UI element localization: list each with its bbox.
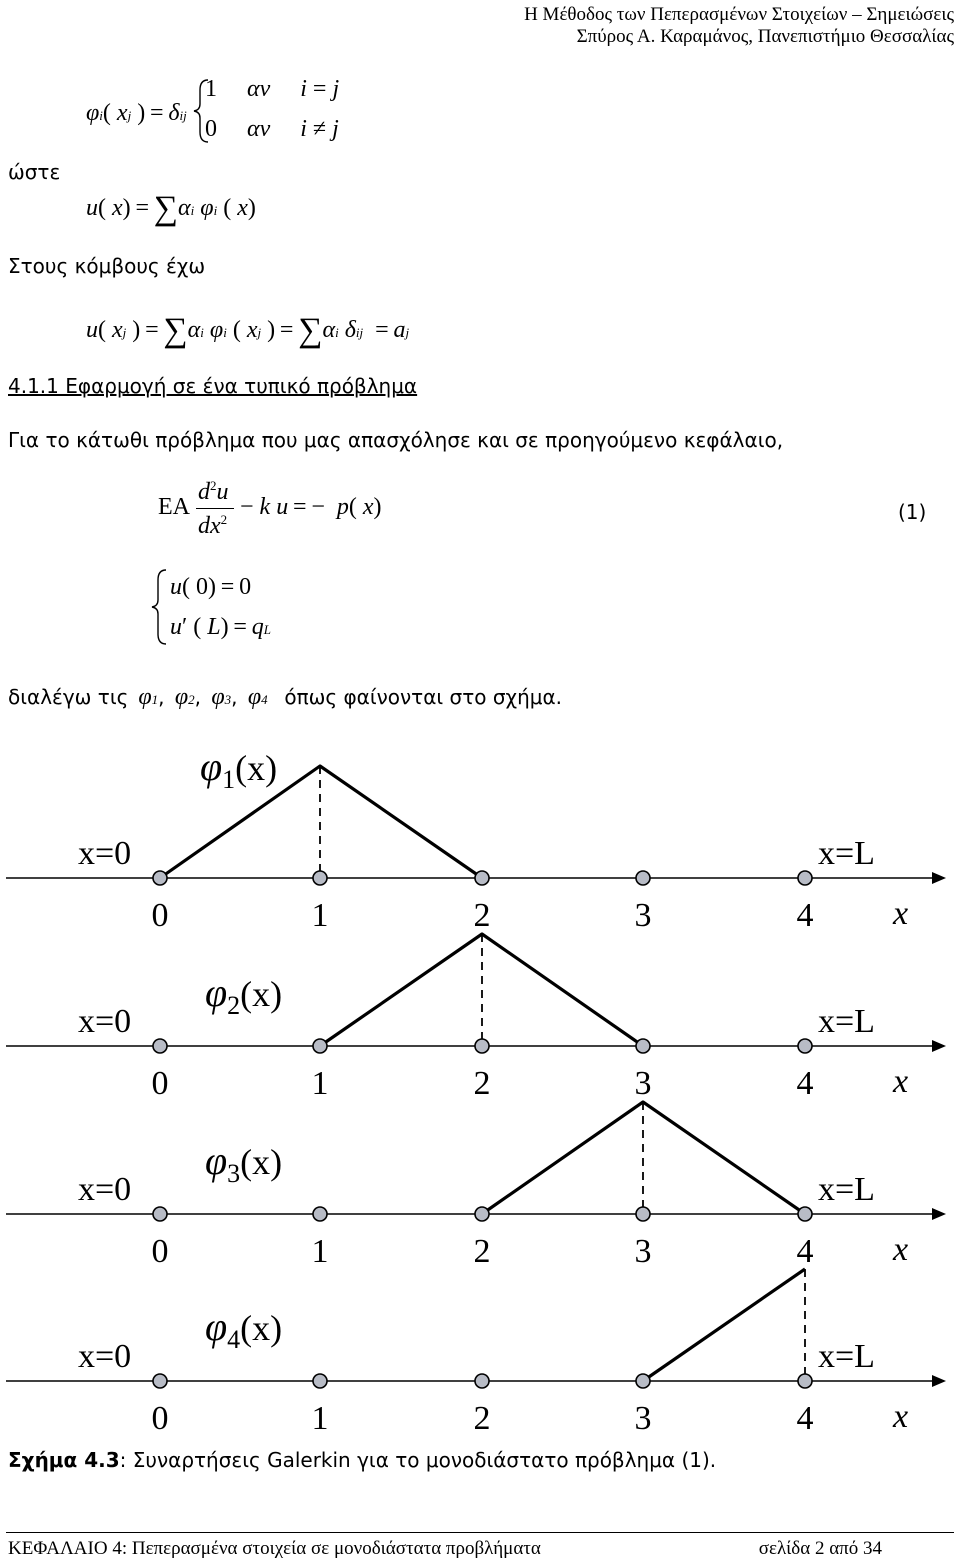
right-boundary-label: x=L [818, 1171, 875, 1208]
node-marker [798, 1207, 812, 1221]
node-marker [313, 1207, 327, 1221]
node-marker [153, 871, 167, 885]
right-boundary-label: x=L [818, 1338, 875, 1375]
figure-caption [8, 1448, 716, 1472]
header-author: Σπύρος Α. Καραμάνος, Πανεπιστήμιο Θεσσαλίας [576, 26, 954, 47]
axis-arrow-icon [932, 1208, 946, 1220]
caption-text: : Συναρτήσεις Galerkin για το μονοδιάστατο πρόβλημα (1). [119, 1448, 717, 1472]
node-label: 0 [151, 897, 169, 934]
node-marker [153, 1374, 167, 1388]
footer-chapter: ΚΕΦΑΛΑΙΟ 4: Πεπερασμένα στοιχεία σε μονοδιάστατα προβλήματα [8, 1538, 541, 1559]
footer-page: σελίδα 2 από 34 [758, 1538, 882, 1559]
node-marker [153, 1039, 167, 1053]
node-label: 2 [473, 1065, 491, 1102]
node-label: 0 [151, 1233, 169, 1270]
node-label: 4 [796, 1065, 814, 1102]
left-brace-icon [150, 568, 170, 646]
choice-sentence: διαλέγω τις φ1, φ2, φ3, φ4 όπως φαίνονται στο σχήμα. [8, 684, 563, 710]
node-label: 2 [473, 897, 491, 934]
node-marker [798, 1039, 812, 1053]
node-label: 4 [796, 1400, 814, 1437]
right-boundary-label: x=L [818, 1003, 875, 1040]
function-label: $\varphi_3(x)$ [205, 1138, 283, 1188]
text-stous-kombous: Στους κόμβους έχω [8, 254, 206, 278]
footer-rule [6, 1532, 954, 1533]
node-label: 4 [796, 1233, 814, 1270]
node-label: 1 [311, 1065, 329, 1102]
axis-variable-label: x [893, 1063, 909, 1100]
node-label: 1 [311, 1233, 329, 1270]
text-oste: ώστε [8, 160, 61, 184]
node-marker [313, 1374, 327, 1388]
node-label: 3 [634, 1400, 652, 1437]
node-label: 0 [151, 1065, 169, 1102]
node-label: 4 [796, 897, 814, 934]
node-label: 3 [634, 1065, 652, 1102]
section-heading: 4.1.1 Εφαρμογή σε ένα τυπικό πρόβλημα [8, 374, 418, 398]
node-marker [636, 1207, 650, 1221]
node-label: 3 [634, 1233, 652, 1270]
left-boundary-label: x=0 [78, 1003, 132, 1040]
hat-function-line [643, 1269, 805, 1381]
node-marker [475, 871, 489, 885]
right-boundary-label: x=L [818, 835, 875, 872]
node-marker [313, 871, 327, 885]
axis-arrow-icon [932, 872, 946, 884]
node-marker [798, 1374, 812, 1388]
node-marker [798, 871, 812, 885]
caption-label: Σχήμα 4.3 [8, 1448, 120, 1472]
node-marker [636, 1374, 650, 1388]
function-label: $\varphi_4(x)$ [205, 1304, 283, 1354]
choice-prefix: διαλέγω τις [8, 685, 129, 709]
function-label: $\varphi_1(x)$ [200, 744, 278, 794]
header-title: Η Μέθοδος των Πεπερασμένων Στοιχείων – Σημειώσεις [524, 4, 954, 25]
equation-expansion: u( x) = ∑αi φi ( x) [86, 190, 256, 227]
node-marker [475, 1374, 489, 1388]
equation-nodes: u( xj ) = ∑αi φi ( xj ) = ∑αi δij = aj [86, 312, 410, 349]
galerkin-functions-figure [0, 740, 960, 1460]
axis-variable-label: x [893, 1231, 909, 1268]
node-marker [153, 1207, 167, 1221]
node-label: 2 [473, 1400, 491, 1437]
node-marker [475, 1207, 489, 1221]
axis-variable-label: x [893, 895, 909, 932]
intro-paragraph: Για το κάτωθι πρόβλημα που μας απασχόλησε και σε προηγούμενο κεφάλαιο, [8, 428, 784, 452]
node-marker [636, 1039, 650, 1053]
left-boundary-label: x=0 [78, 835, 132, 872]
node-marker [636, 871, 650, 885]
axis-arrow-icon [932, 1040, 946, 1052]
node-marker [313, 1039, 327, 1053]
node-label: 1 [311, 897, 329, 934]
left-boundary-label: x=0 [78, 1171, 132, 1208]
node-label: 1 [311, 1400, 329, 1437]
equation-number: (1) [898, 500, 927, 524]
function-label: $\varphi_2(x)$ [205, 970, 283, 1020]
choice-suffix: όπως φαίνονται στο σχήμα. [284, 685, 563, 709]
node-label: 0 [151, 1400, 169, 1437]
node-marker [475, 1039, 489, 1053]
node-label: 3 [634, 897, 652, 934]
axis-variable-label: x [893, 1398, 909, 1435]
axis-arrow-icon [932, 1375, 946, 1387]
node-label: 2 [473, 1233, 491, 1270]
left-boundary-label: x=0 [78, 1338, 132, 1375]
